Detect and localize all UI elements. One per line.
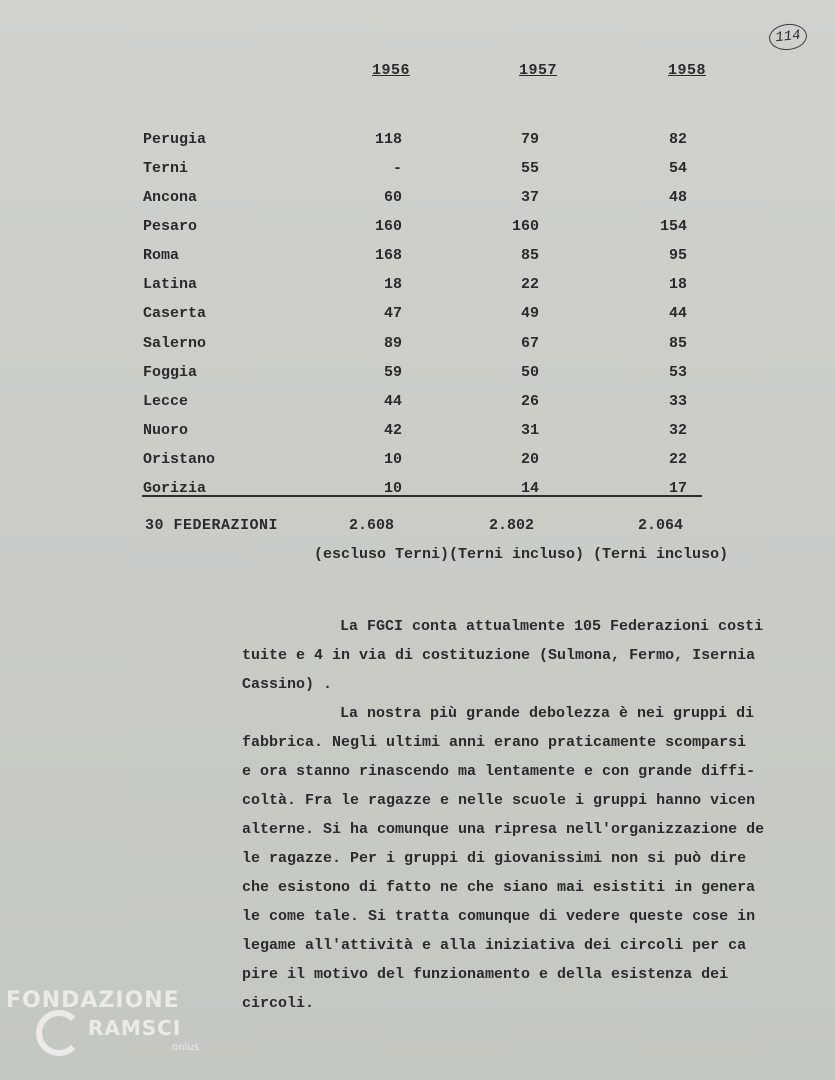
value-1958: 17: [668, 480, 687, 497]
value-1957: 79: [520, 131, 539, 148]
text-line: fabbrica. Negli ultimi anni erano praticamente scomparsi: [242, 734, 747, 751]
value-1957: 14: [520, 480, 539, 497]
text-line: alterne. Si ha comunque una ripresa nell'organizzazione de: [242, 821, 765, 838]
year-header-1957: 1957: [519, 62, 558, 79]
paragraph-federations: [242, 612, 822, 699]
total-1958: 2.064: [638, 517, 684, 534]
text-line: legame all'attività e alla iniziativa dei circoli per ca: [242, 937, 747, 954]
value-1956: 42: [383, 422, 402, 439]
year-header-1956: 1956: [372, 62, 411, 79]
value-1956: 60: [383, 189, 402, 206]
fondazione-gramsci-watermark: [6, 988, 216, 1068]
value-1958: 48: [668, 189, 687, 206]
value-1956: -: [392, 160, 402, 177]
table-row: [0, 245, 835, 267]
value-1957: 20: [520, 451, 539, 468]
value-1956: 10: [383, 480, 402, 497]
federation-name: Perugia: [143, 131, 207, 148]
watermark-line2: RAMSCI: [88, 1016, 182, 1040]
federation-name: Latina: [143, 276, 198, 293]
value-1956: 44: [383, 393, 402, 410]
text-line: circoli.: [242, 995, 315, 1012]
value-1958: 85: [668, 335, 687, 352]
totals-notes: (escluso Terni)(Terni incluso) (Terni incluso): [314, 546, 729, 563]
value-1957: 22: [520, 276, 539, 293]
table-row: [0, 420, 835, 442]
value-1958: 53: [668, 364, 687, 381]
value-1958: 18: [668, 276, 687, 293]
text-line: La FGCI conta attualmente 105 Federazioni costi: [340, 618, 764, 635]
totals-label: 30 FEDERAZIONI: [145, 517, 279, 534]
value-1956: 59: [383, 364, 402, 381]
value-1958: 33: [668, 393, 687, 410]
value-1956: 160: [374, 218, 402, 235]
total-1956: 2.608: [349, 517, 395, 534]
page-number-stamp: 114: [768, 22, 809, 52]
table-row: [0, 158, 835, 180]
table-row: [0, 449, 835, 471]
text-line: le ragazze. Per i gruppi di giovanissimi non si può dire: [242, 850, 747, 867]
federation-name: Salerno: [143, 335, 207, 352]
value-1958: 82: [668, 131, 687, 148]
text-line: tuite e 4 in via di costituzione (Sulmona, Fermo, Isernia: [242, 647, 756, 664]
text-line: le come tale. Si tratta comunque di vedere queste cose in: [242, 908, 756, 925]
table-row: [0, 274, 835, 296]
value-1957: 55: [520, 160, 539, 177]
value-1958: 95: [668, 247, 687, 264]
value-1956: 118: [374, 131, 402, 148]
table-total-rule: [142, 495, 702, 497]
federation-name: Lecce: [143, 393, 189, 410]
value-1956: 47: [383, 305, 402, 322]
table-row: [0, 303, 835, 325]
value-1957: 26: [520, 393, 539, 410]
value-1957: 67: [520, 335, 539, 352]
text-line: e ora stanno rinascendo ma lentamente e con grande diffi-: [242, 763, 756, 780]
federation-name: Pesaro: [143, 218, 198, 235]
text-line: Cassino) .: [242, 676, 333, 693]
year-header-1958: 1958: [668, 62, 707, 79]
value-1958: 32: [668, 422, 687, 439]
table-row: [0, 216, 835, 238]
federation-name: Terni: [143, 160, 189, 177]
federation-name: Oristano: [143, 451, 216, 468]
federation-name: Nuoro: [143, 422, 189, 439]
table-row: [0, 333, 835, 355]
text-line: La nostra più grande debolezza è nei gruppi di: [340, 705, 755, 722]
text-line: che esistono di fatto ne che siano mai esistiti in genera: [242, 879, 756, 896]
table-row: [0, 391, 835, 413]
federation-name: Foggia: [143, 364, 198, 381]
value-1956: 10: [383, 451, 402, 468]
federation-name: Roma: [143, 247, 180, 264]
table-row: [0, 362, 835, 384]
text-line: pire il motivo del funzionamento e della esistenza dei: [242, 966, 729, 983]
value-1958: 44: [668, 305, 687, 322]
value-1957: 49: [520, 305, 539, 322]
value-1957: 160: [511, 218, 539, 235]
value-1958: 54: [668, 160, 687, 177]
watermark-line1: FONDAZIONE: [6, 988, 180, 1013]
value-1956: 89: [383, 335, 402, 352]
value-1956: 168: [374, 247, 402, 264]
value-1957: 85: [520, 247, 539, 264]
totals-row: [0, 515, 835, 537]
federation-name: Gorizia: [143, 480, 207, 497]
federation-name: Ancona: [143, 189, 198, 206]
value-1957: 37: [520, 189, 539, 206]
watermark-suffix: onlus: [172, 1042, 199, 1053]
value-1958: 154: [659, 218, 687, 235]
value-1958: 22: [668, 451, 687, 468]
text-line: coltà. Fra le ragazze e nelle scuole i gruppi hanno vicen: [242, 792, 756, 809]
value-1957: 50: [520, 364, 539, 381]
table-row: [0, 129, 835, 151]
value-1957: 31: [520, 422, 539, 439]
federation-name: Caserta: [143, 305, 207, 322]
g-logo-icon: [36, 1010, 82, 1056]
value-1956: 18: [383, 276, 402, 293]
total-1957: 2.802: [489, 517, 535, 534]
paragraph-weakness: [242, 699, 822, 1018]
table-row: [0, 187, 835, 209]
